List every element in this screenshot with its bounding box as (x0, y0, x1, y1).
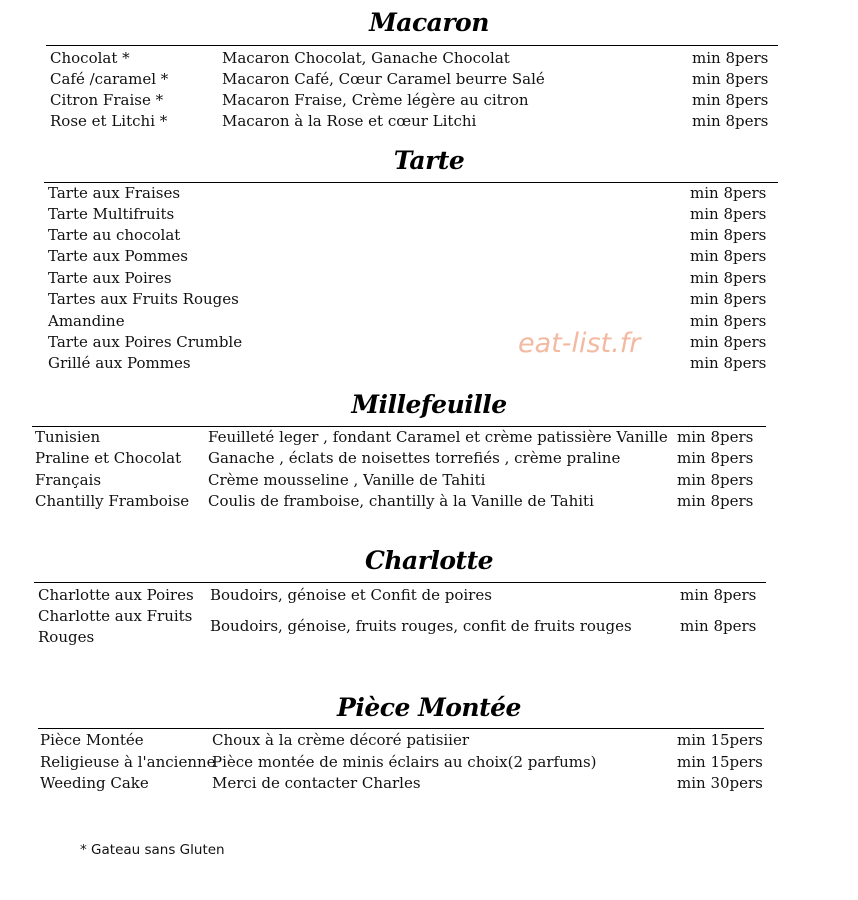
section-title-millefeuille: Millefeuille (351, 390, 507, 419)
item-description: Crème mousseline , Vanille de Tahiti (208, 471, 486, 489)
item-minimum: min 8pers (690, 354, 767, 372)
item-description: Feuilleté leger , fondant Caramel et crème patissière Vanille (208, 428, 668, 446)
item-name: Tunisien (35, 428, 101, 446)
watermark: eat-list.fr (518, 328, 641, 359)
item-name: Grillé aux Pommes (48, 354, 191, 372)
section-title-piece-montee: Pièce Montée (337, 693, 521, 722)
section-divider (38, 728, 764, 729)
item-name: Tarte aux Pommes (48, 247, 188, 265)
item-name: Religieuse à l'ancienne (40, 753, 216, 771)
item-minimum: min 8pers (690, 312, 767, 330)
item-minimum: min 8pers (677, 471, 754, 489)
item-description: Boudoirs, génoise et Confit de poires (210, 586, 492, 604)
item-minimum: min 8pers (677, 449, 754, 467)
item-name: Praline et Chocolat (35, 449, 182, 467)
item-name: Tartes aux Fruits Rouges (48, 290, 239, 308)
item-name: Pièce Montée (40, 731, 144, 749)
item-description: Ganache , éclats de noisettes torrefiés , crème praline (208, 449, 621, 467)
section-millefeuille (35, 427, 765, 517)
item-name (38, 606, 192, 648)
item-minimum: min 8pers (692, 112, 769, 130)
item-minimum: min 15pers (677, 753, 763, 771)
section-piece-montee (40, 730, 770, 796)
item-minimum: min 8pers (690, 184, 767, 202)
item-name: Tarte au chocolat (48, 226, 181, 244)
item-name: Tarte aux Poires Crumble (48, 333, 243, 351)
section-title-macaron: Macaron (369, 8, 489, 37)
section-divider (46, 45, 778, 46)
item-name-line: Charlotte aux Fruits (38, 607, 193, 625)
section-charlotte (38, 585, 768, 649)
item-name: Tarte aux Poires (48, 269, 172, 287)
item-name: Weeding Cake (40, 774, 149, 792)
item-name: Chocolat * (50, 49, 130, 67)
section-title-charlotte: Charlotte (364, 546, 494, 575)
section-tarte (48, 183, 778, 375)
item-name: Tarte aux Fraises (48, 184, 181, 202)
item-name-line: Rouges (38, 628, 95, 646)
item-minimum: min 8pers (680, 586, 757, 604)
item-minimum: min 8pers (690, 247, 767, 265)
item-name: Rose et Litchi * (50, 112, 168, 130)
item-minimum: min 8pers (677, 428, 754, 446)
menu-row (38, 606, 768, 648)
item-name: Tarte Multifruits (48, 205, 175, 223)
item-name: Citron Fraise * (50, 91, 164, 109)
item-minimum: min 8pers (690, 269, 767, 287)
item-description: Macaron Fraise, Crème légère au citron (222, 91, 529, 109)
item-minimum: min 8pers (680, 617, 757, 635)
item-name: Chantilly Framboise (35, 492, 190, 510)
item-description: Macaron Chocolat, Ganache Chocolat (222, 49, 510, 67)
item-description: Boudoirs, génoise, fruits rouges, confit de fruits rouges (210, 617, 632, 635)
item-minimum: min 30pers (677, 774, 763, 792)
item-minimum: min 8pers (692, 91, 769, 109)
item-description: Choux à la crème décoré patisiier (212, 731, 470, 749)
item-description: Macaron Café, Cœur Caramel beurre Salé (222, 70, 545, 88)
section-divider (34, 582, 766, 583)
footnote: * Gateau sans Gluten (80, 842, 225, 858)
item-minimum: min 8pers (690, 226, 767, 244)
item-name: Amandine (48, 312, 125, 330)
item-minimum: min 8pers (677, 492, 754, 510)
item-minimum: min 8pers (690, 333, 767, 351)
item-name: Café /caramel * (50, 70, 169, 88)
item-description: Merci de contacter Charles (212, 774, 421, 792)
item-description: Pièce montée de minis éclairs au choix(2 parfums) (212, 753, 597, 771)
item-name: Charlotte aux Poires (38, 586, 194, 604)
item-description: Macaron à la Rose et cœur Litchi (222, 112, 477, 130)
item-name: Français (35, 471, 102, 489)
section-macaron (50, 48, 780, 138)
item-minimum: min 8pers (692, 49, 769, 67)
item-minimum: min 8pers (690, 205, 767, 223)
item-description: Coulis de framboise, chantilly à la Vanille de Tahiti (208, 492, 594, 510)
item-minimum: min 8pers (690, 290, 767, 308)
section-title-tarte: Tarte (393, 146, 465, 175)
item-minimum: min 8pers (692, 70, 769, 88)
item-minimum: min 15pers (677, 731, 763, 749)
